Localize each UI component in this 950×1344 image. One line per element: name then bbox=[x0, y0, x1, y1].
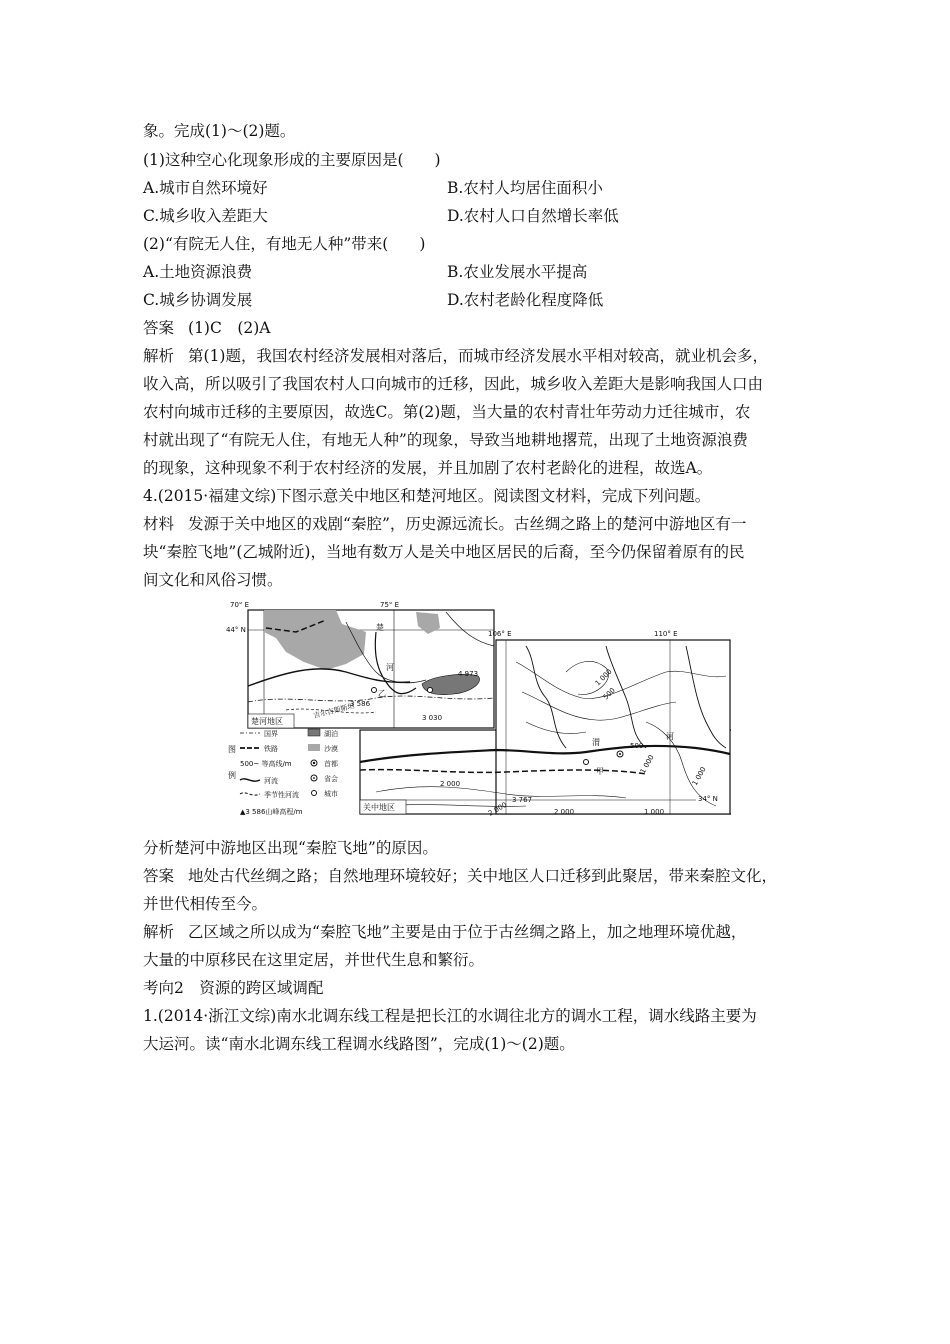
city-marker bbox=[584, 760, 589, 765]
map-svg bbox=[226, 602, 731, 820]
jia-label: 甲 bbox=[596, 767, 604, 776]
material-label: 材料 bbox=[143, 515, 175, 533]
question-2-stem: (2)“有院无人住，有地无人种”带来( ) bbox=[143, 235, 426, 253]
option-b: B.农业发展水平提高 bbox=[447, 263, 588, 281]
answer-label: 答案 bbox=[143, 319, 175, 337]
answer-4-line-1: 答案 地处古代丝绸之路；自然地理环境较好；关中地区人口迁移到此聚居，带来秦腔文化， bbox=[143, 867, 778, 885]
option-d: D.农村人口自然增长率低 bbox=[447, 207, 619, 225]
question-1b-line-1: 1.(2014·浙江文综)南水北调东线工程是把长江的水调往北方的调水工程，调水线路主要为 bbox=[143, 1007, 757, 1025]
peak-4973: 4 973 bbox=[458, 670, 479, 678]
peak-3767: 3 767 bbox=[512, 796, 533, 804]
question-4-prompt: 分析楚河中游地区出现“秦腔飞地”的原因。 bbox=[143, 839, 438, 857]
svg-text:季节性河流: 季节性河流 bbox=[264, 791, 299, 799]
material-line-2: 块“秦腔飞地”(乙城附近)，当地有数万人是关中地区居民的后裔，至今仍保留着原有的民 bbox=[143, 543, 745, 561]
analysis-3-line-3: 农村向城市迁移的主要原因，故选C。第(2)题，当大量的农村青壮年劳动力迁往城市，农 bbox=[143, 403, 751, 421]
chuhe-region-label: 楚河地区 bbox=[251, 717, 283, 726]
analysis-label: 解析 bbox=[143, 347, 175, 365]
question-1b-line-2: 大运河。读“南水北调东线工程调水线路图”，完成(1)～(2)题。 bbox=[143, 1035, 575, 1053]
option-c: C.城乡协调发展 bbox=[143, 291, 253, 309]
option-d: D.农村老龄化程度降低 bbox=[447, 291, 604, 309]
contour-label: 500 bbox=[601, 686, 617, 702]
analysis-3-line-4: 村就出现了“有院无人住，有地无人种”的现象，导致当地耕地撂荒，出现了土地资源浪费 bbox=[143, 431, 748, 449]
q1-options-row-2 bbox=[143, 206, 619, 226]
peak-3586: 3 586 bbox=[350, 700, 371, 708]
svg-text:省会: 省会 bbox=[324, 775, 338, 783]
he-label: 河 bbox=[386, 663, 394, 672]
yi-label: 乙 bbox=[378, 689, 386, 698]
material-line-3: 间文化和风俗习惯。 bbox=[143, 571, 283, 589]
contour-label: 2 000 bbox=[487, 800, 509, 818]
svg-text:沙漠: 沙漠 bbox=[324, 745, 338, 753]
contour-label: 1 000 bbox=[644, 808, 665, 816]
wei-label: 渭 bbox=[592, 738, 600, 747]
q1-options-row-1 bbox=[143, 178, 603, 198]
contour-label: 500 bbox=[630, 742, 644, 750]
answer-text: (1)C (2)A bbox=[188, 319, 271, 337]
lon-75-label: 75° E bbox=[380, 602, 400, 609]
analysis-4-line-2: 大量的中原移民在这里定居，并世代生息和繁衍。 bbox=[143, 951, 485, 969]
contour-label: 2 000 bbox=[554, 808, 575, 816]
contour-label: 2 000 bbox=[440, 780, 461, 788]
answer-label: 答案 bbox=[143, 867, 175, 885]
map-figure bbox=[226, 602, 731, 820]
guanzhong-region-label: 关中地区 bbox=[363, 803, 395, 812]
lat-44-label: 44° N bbox=[226, 626, 246, 634]
city-marker bbox=[372, 688, 377, 693]
analysis-label: 解析 bbox=[143, 923, 175, 941]
question-1-stem: (1)这种空心化现象形成的主要原因是( ) bbox=[143, 151, 441, 169]
lat-34-label: 34° N bbox=[698, 795, 718, 803]
analysis-3-line-2: 收入高，所以吸引了我国农村人口向城市的迁移，因此，城乡收入差距大是影响我国人口由 bbox=[143, 375, 764, 393]
svg-text:500~ 等高线/m: 500~ 等高线/m bbox=[240, 760, 292, 768]
question-4-head: 4.(2015·福建文综)下图示意关中地区和楚河地区。阅读图文材料，完成下列问题。 bbox=[143, 487, 711, 505]
svg-text:河流: 河流 bbox=[264, 777, 278, 785]
analysis-4-line-1: 解析 乙区域之所以成为“秦腔飞地”主要是由于位于古丝绸之路上，加之地理环境优越， bbox=[143, 923, 747, 941]
he-label-2: 河 bbox=[666, 732, 674, 741]
legend-title-1: 图 bbox=[228, 745, 236, 754]
analysis-3-line-1: 解析 第(1)题，我国农村经济发展相对落后，而城市经济发展水平相对较高，就业机会多， bbox=[143, 347, 768, 365]
answer-3 bbox=[143, 318, 270, 338]
svg-text:城市: 城市 bbox=[324, 790, 338, 798]
analysis-3-line-5: 的现象，这种现象不利于农村经济的发展，并且加剧了农村老龄化的进程，故选A。 bbox=[143, 459, 713, 477]
section-heading: 考向2 资源的跨区域调配 bbox=[143, 979, 324, 997]
answer-4-line-2: 并世代相传至今。 bbox=[143, 895, 268, 913]
intro-tail: 象。完成(1)～(2)题。 bbox=[143, 122, 296, 140]
contour-label: 1 000 bbox=[638, 753, 656, 775]
material-line-1: 材料 发源于关中地区的戏剧“秦腔”，历史源远流长。古丝绸之路上的楚河中游地区有一 bbox=[143, 515, 747, 533]
svg-text:国界: 国界 bbox=[264, 730, 278, 738]
chu-label: 楚 bbox=[376, 623, 384, 632]
q2-options-row-1 bbox=[143, 262, 588, 282]
option-b: B.农村人均居住面积小 bbox=[447, 179, 603, 197]
legend-title-2: 例 bbox=[228, 771, 236, 780]
svg-text:▲3 586山峰高程/m: ▲3 586山峰高程/m bbox=[240, 808, 303, 816]
peak-3030: 3 030 bbox=[422, 714, 443, 722]
option-a: A.城市自然环境好 bbox=[143, 179, 268, 197]
lon-110-label: 110° E bbox=[654, 630, 678, 638]
contour-label: 1 000 bbox=[593, 667, 614, 688]
svg-text:首都: 首都 bbox=[324, 760, 338, 768]
lon-106-label: 106° E bbox=[488, 630, 512, 638]
q2-options-row-2 bbox=[143, 290, 604, 310]
kyrgyz-label: 吉尔吉斯斯坦 bbox=[312, 702, 356, 720]
svg-text:铁路: 铁路 bbox=[264, 745, 278, 753]
contour-label: 1 000 bbox=[690, 765, 708, 787]
lon-70-label: 70° E bbox=[230, 602, 250, 609]
option-c: C.城乡收入差距大 bbox=[143, 207, 268, 225]
city-marker bbox=[428, 688, 433, 693]
map-legend bbox=[228, 729, 338, 816]
option-a: A.土地资源浪费 bbox=[143, 263, 253, 281]
svg-text:湖泊: 湖泊 bbox=[324, 730, 338, 738]
